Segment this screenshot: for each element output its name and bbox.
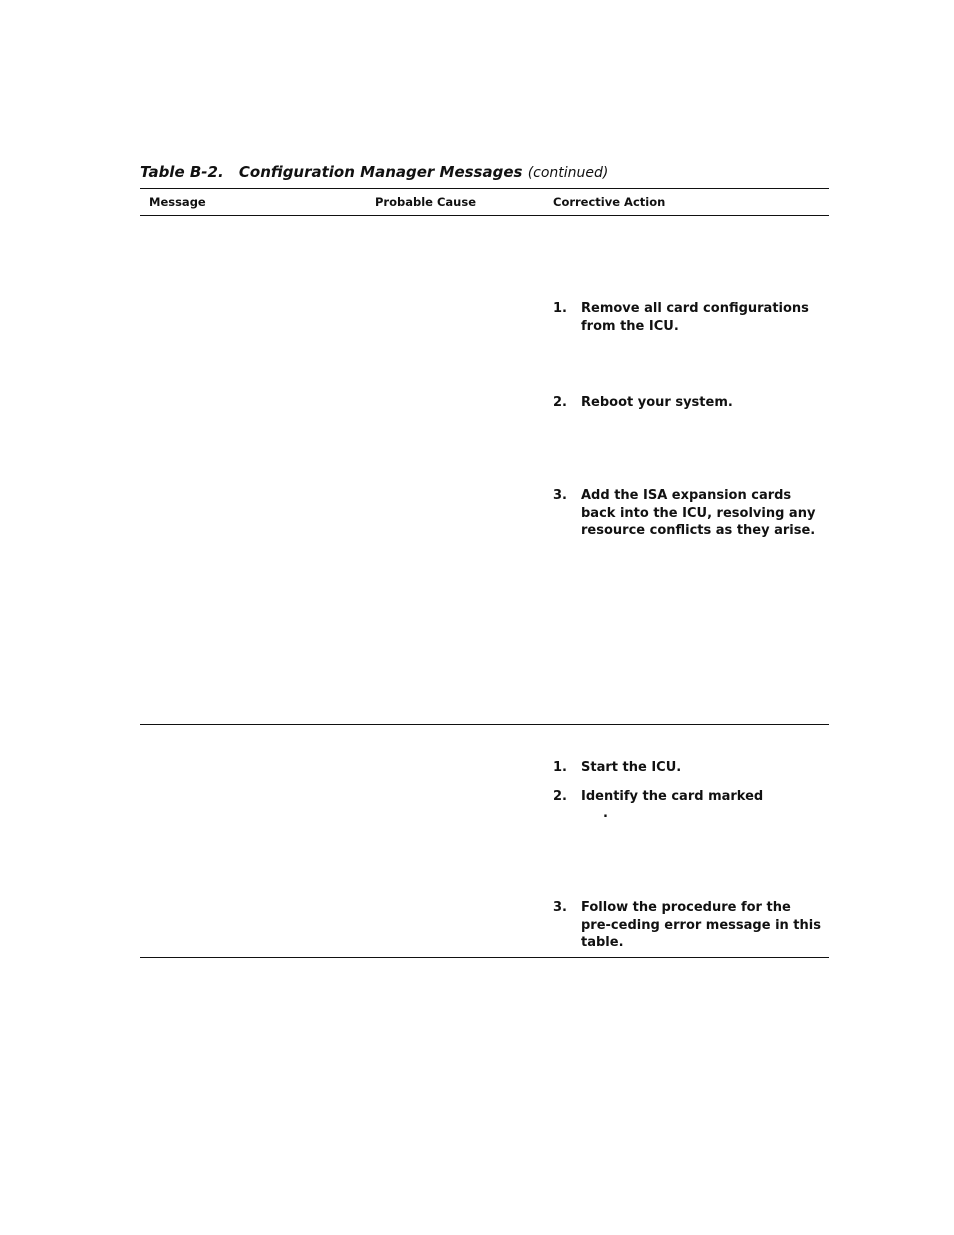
column-header-message: Message bbox=[149, 195, 206, 209]
step-text: Identify the card marked bbox=[581, 789, 764, 804]
step-number: 1. bbox=[553, 301, 567, 316]
step-number: 3. bbox=[553, 900, 567, 915]
step-number: 3. bbox=[553, 488, 567, 503]
column-header-probable-cause: Probable Cause bbox=[375, 195, 477, 209]
step-number: 2. bbox=[553, 789, 567, 804]
header-rule bbox=[140, 215, 829, 216]
step-text: Follow the procedure for the pre-ceding error message in this table. bbox=[581, 900, 821, 950]
table-top-rule bbox=[140, 188, 829, 189]
trailing-period: . bbox=[603, 806, 608, 821]
step-number: 2. bbox=[553, 395, 567, 410]
row1-step-3 bbox=[553, 487, 829, 540]
continued-note: (continued) bbox=[527, 165, 609, 181]
row2-step-2 bbox=[553, 788, 829, 806]
table-label: Table B-2. bbox=[140, 163, 224, 181]
step-text: Start the ICU. bbox=[581, 760, 682, 775]
step-text: Add the ISA expansion cards back into the ICU, resolving any resource conflicts as they arise. bbox=[581, 488, 816, 538]
table-caption bbox=[140, 163, 608, 181]
table-bottom-rule bbox=[140, 957, 829, 958]
table-title: Configuration Manager Messages bbox=[238, 163, 523, 181]
row-separator bbox=[140, 724, 829, 725]
row1-step-2 bbox=[553, 394, 829, 412]
row2-step-1 bbox=[553, 759, 829, 777]
step-number: 1. bbox=[553, 760, 567, 775]
row2-step-3 bbox=[553, 899, 829, 952]
step-text: Remove all card configurations from the ICU. bbox=[581, 301, 809, 334]
column-header-corrective-action: Corrective Action bbox=[553, 195, 666, 209]
step-text: Reboot your system. bbox=[581, 395, 733, 410]
row1-step-1 bbox=[553, 300, 829, 335]
